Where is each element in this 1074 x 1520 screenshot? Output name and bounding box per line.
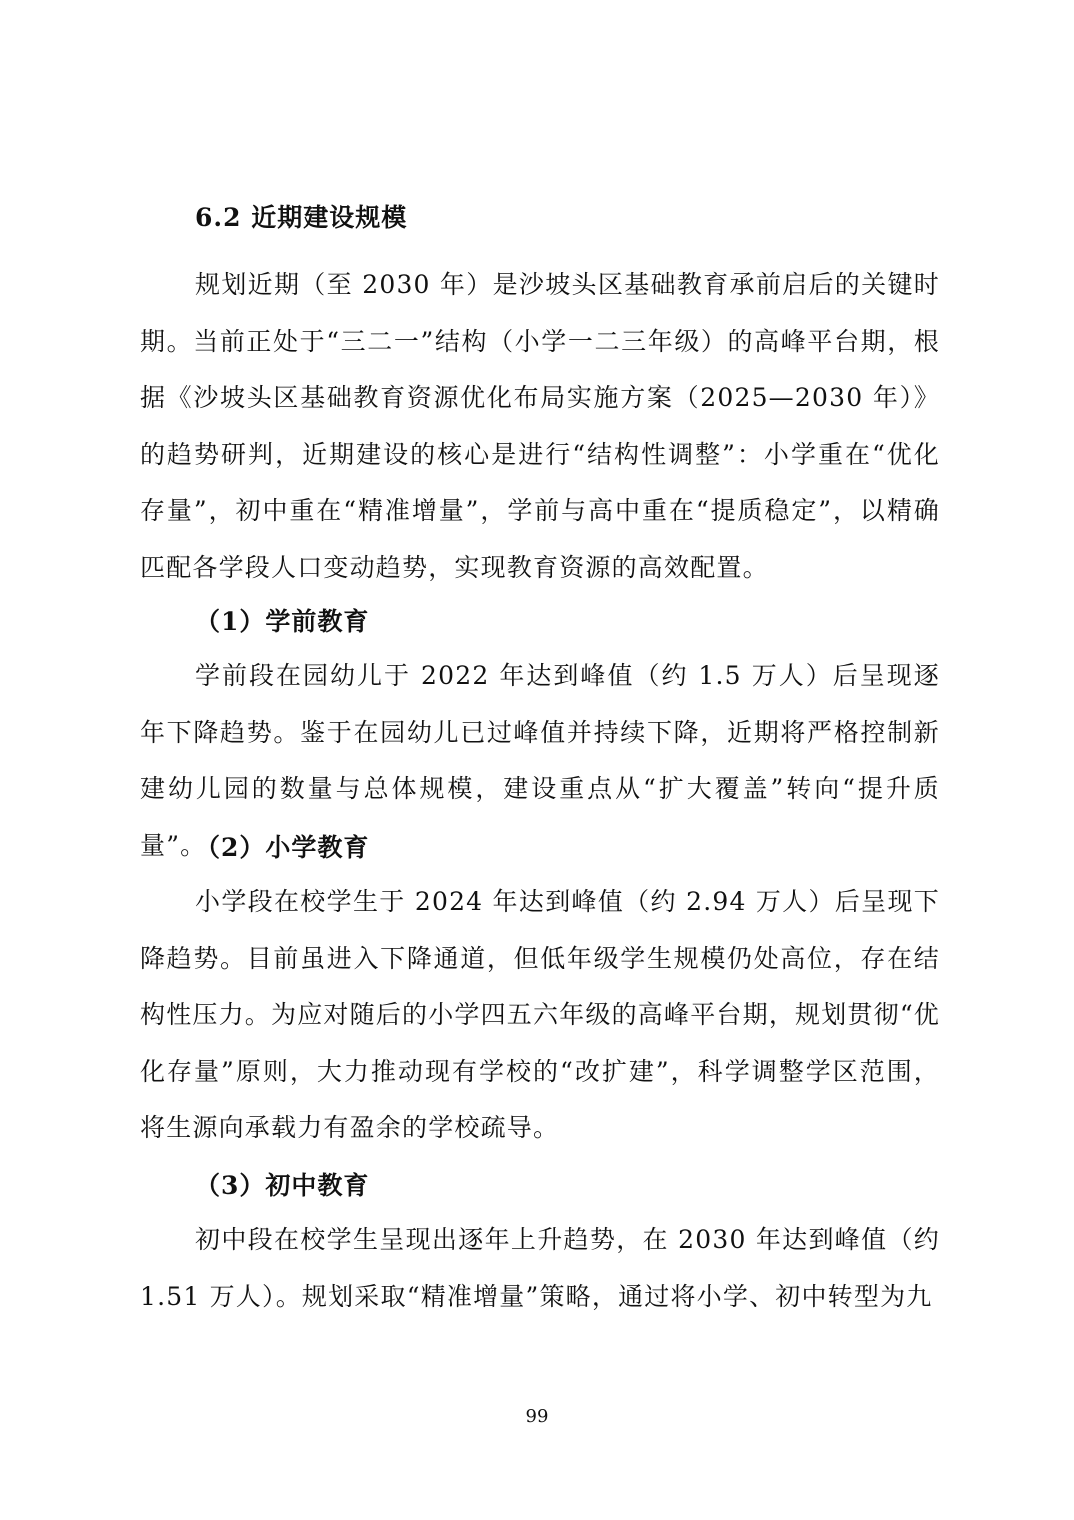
subsection-paragraph-preschool: 学前段在园幼儿于 2022 年达到峰值（约 1.5 万人）后呈现逐年下降趋势。鉴于在园幼儿已过峰值并持续下降，近期将严格控制新建幼儿园的数量与总体规模，建设重点从“扩大覆盖”转向“提升质量”。	[140, 661, 940, 860]
subsection-heading-preschool: （1）学前教育	[195, 607, 370, 636]
subsection-paragraph-junior: 初中段在校学生呈现出逐年上升趋势，在 2030 年达到峰值（约 1.51 万人）。规划采取“精准增量”策略，通过将小学、初中转型为九	[140, 1225, 940, 1311]
subsection-paragraph-primary: 小学段在校学生于 2024 年达到峰值（约 2.94 万人）后呈现下降趋势。目前虽进入下降通道，但低年级学生规模仍处高位，存在结构性压力。为应对随后的小学四五六年级的高峰平台期，规划贯彻“优化存量”原则，大力推动现有学校的“改扩建”，科学调整学区范围，将生源向承载力有盈余的学校疏导。	[140, 887, 940, 1142]
subsection-heading-primary: （2）小学教育	[195, 833, 370, 862]
page-number: 99	[525, 1406, 549, 1427]
subsection-heading-junior: （3）初中教育	[195, 1171, 370, 1200]
intro-paragraph: 规划近期（至 2030 年）是沙坡头区基础教育承前启后的关键时期。当前正处于“三二一”结构（小学一二三年级）的高峰平台期，根据《沙坡头区基础教育资源优化布局实施方案（2025—2030 年）》的趋势研判，近期建设的核心是进行“结构性调整”：小学重在“优化存量”，初中重在“精准增量”，学前与高中重在“提质稳定”，以精确匹配各学段人口变动趋势，实现教育资源的高效配置。	[140, 270, 940, 582]
section-title: 6.2 近期建设规模	[195, 203, 408, 232]
